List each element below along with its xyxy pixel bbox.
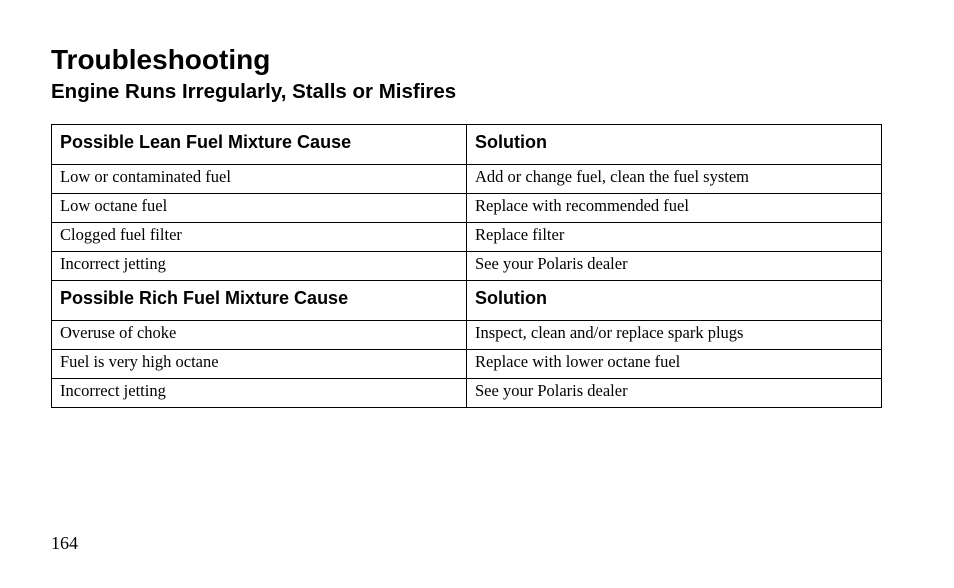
cause-cell: Fuel is very high octane	[52, 350, 467, 379]
column-header-solution: Solution	[467, 281, 882, 321]
troubleshooting-table	[51, 124, 882, 408]
column-header-cause: Possible Rich Fuel Mixture Cause	[52, 281, 467, 321]
table-header-row-rich	[52, 281, 882, 321]
cause-cell: Low octane fuel	[52, 194, 467, 223]
table-row	[52, 194, 882, 223]
table-row	[52, 350, 882, 379]
table-header-row-lean	[52, 125, 882, 165]
table-row	[52, 252, 882, 281]
solution-cell: See your Polaris dealer	[467, 252, 882, 281]
cause-cell: Incorrect jetting	[52, 379, 467, 408]
page-title: Troubleshooting	[51, 44, 271, 75]
solution-cell: Replace with recommended fuel	[467, 194, 882, 223]
solution-cell: Replace with lower octane fuel	[467, 350, 882, 379]
cause-cell: Clogged fuel filter	[52, 223, 467, 252]
table-row	[52, 223, 882, 252]
solution-cell: Replace filter	[467, 223, 882, 252]
cause-cell: Incorrect jetting	[52, 252, 467, 281]
cause-cell: Overuse of choke	[52, 321, 467, 350]
column-header-cause: Possible Lean Fuel Mixture Cause	[52, 125, 467, 165]
table-row	[52, 379, 882, 408]
solution-cell: Add or change fuel, clean the fuel system	[467, 165, 882, 194]
column-header-solution: Solution	[467, 125, 882, 165]
section-subtitle: Engine Runs Irregularly, Stalls or Misfires	[51, 80, 457, 103]
page-number: 164	[51, 533, 78, 553]
table-row	[52, 321, 882, 350]
solution-cell: Inspect, clean and/or replace spark plugs	[467, 321, 882, 350]
table-row	[52, 165, 882, 194]
cause-cell: Low or contaminated fuel	[52, 165, 467, 194]
solution-cell: See your Polaris dealer	[467, 379, 882, 408]
